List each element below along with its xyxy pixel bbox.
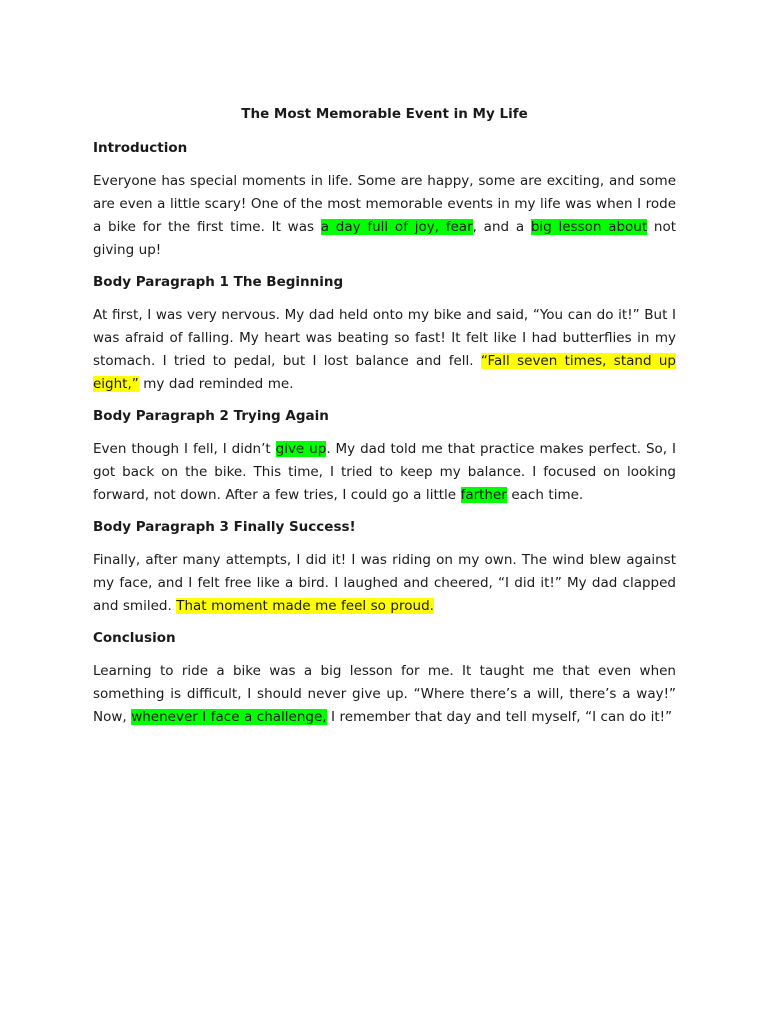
- highlighted-text: big lesson about: [530, 219, 648, 235]
- section-paragraph: [93, 660, 676, 729]
- section-heading: Conclusion: [93, 630, 176, 646]
- text-segment: , and a: [472, 219, 531, 235]
- text-segment: not giving up!: [93, 219, 677, 258]
- section-body-2: [93, 406, 676, 507]
- text-segment: Learning to ride a bike was a big lesson for me. It taught me that even when something is difficult, I should never give up. “Where there’s a will, there’s a way!” Now,: [93, 663, 676, 725]
- text-segment: Even though I fell, I didn’t: [93, 441, 276, 457]
- section-paragraph: [93, 170, 676, 262]
- highlighted-text: give up: [275, 441, 327, 457]
- text-segment: each time.: [506, 487, 584, 503]
- section-paragraph: [93, 438, 676, 507]
- highlighted-text: whenever I face a challenge,: [131, 709, 327, 725]
- text-segment: Everyone has special moments in life. Some are happy, some are exciting, and some are even a little scary! One of the most memorable events in my life was when I rode a bike for the first time. It was: [93, 173, 676, 235]
- document-title: The Most Memorable Event in My Life: [241, 106, 528, 122]
- section-body-1: [93, 272, 676, 396]
- section-body-3: [93, 517, 676, 618]
- section-conclusion: [93, 628, 676, 729]
- text-segment: At first, I was very nervous. My dad held onto my bike and said, “You can do it!” But I was afraid of falling. My heart was beating so fast! It felt like I had butterflies in my stomach. I tried to pedal, but I lost balance and fell.: [93, 307, 676, 369]
- section-paragraph: [93, 304, 676, 396]
- text-segment: my dad reminded me.: [138, 376, 294, 392]
- section-heading: Body Paragraph 2 Trying Again: [93, 408, 329, 424]
- document-page: [93, 104, 676, 739]
- text-segment: Finally, after many attempts, I did it! I was riding on my own. The wind blew against my face, and I felt free like a bird. I laughed and cheered, “I did it!” My dad clapped and smiled.: [93, 552, 676, 614]
- highlighted-text: farther: [460, 487, 507, 503]
- section-heading: Introduction: [93, 140, 188, 156]
- highlighted-text: That moment made me feel so proud.: [176, 598, 434, 614]
- section-heading: Body Paragraph 3 Finally Success!: [93, 519, 356, 535]
- highlighted-text: a day full of joy, fear: [320, 219, 473, 235]
- text-segment: . My dad told me that practice makes perfect. So, I got back on the bike. This time, I tried to keep my balance. I focused on looking forward, not down. After a few tries, I could go a little: [93, 441, 677, 503]
- section-heading: Body Paragraph 1 The Beginning: [93, 274, 344, 290]
- text-segment: I remember that day and tell myself, “I can do it!”: [326, 709, 673, 725]
- highlighted-text: “Fall seven times, stand up eight,”: [93, 353, 676, 392]
- section-introduction: [93, 138, 676, 262]
- section-paragraph: [93, 549, 676, 618]
